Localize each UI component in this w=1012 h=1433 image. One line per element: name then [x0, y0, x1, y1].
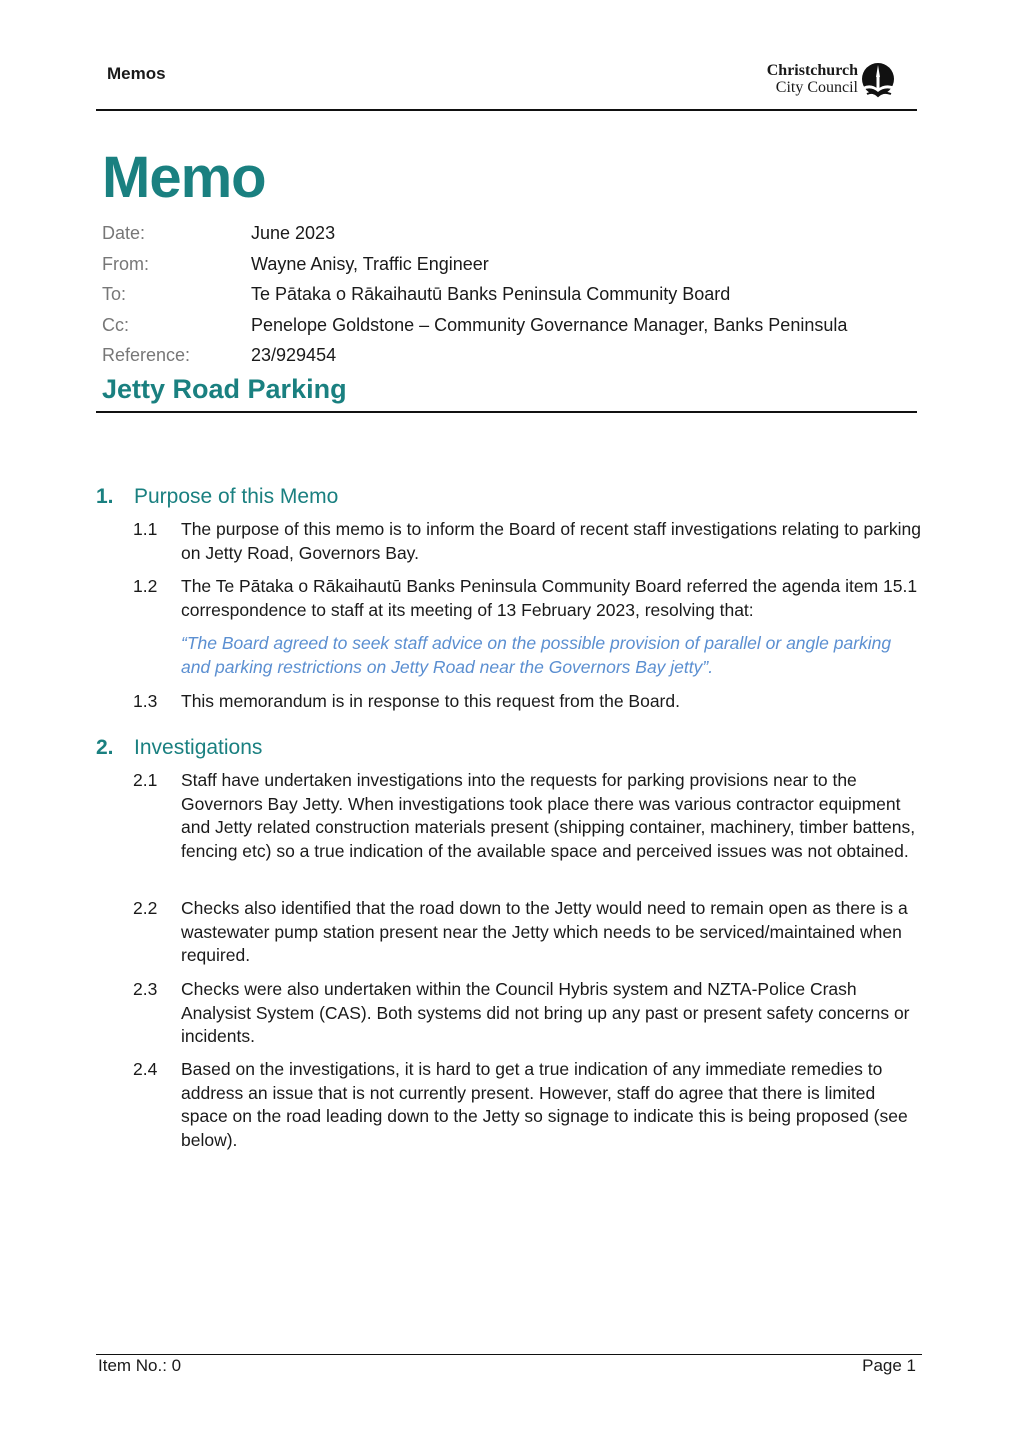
meta-row-date	[102, 220, 847, 251]
paragraph-number: 2.3	[133, 979, 158, 999]
council-logo	[748, 62, 900, 102]
meta-value: 23/929454	[251, 345, 337, 365]
section-heading-purpose	[96, 485, 338, 509]
logo-line2: City Council	[775, 79, 858, 96]
memo-subject: Jetty Road Parking	[102, 374, 347, 404]
meta-value: Te Pātaka o Rākaihautū Banks Peninsula Community Board	[251, 284, 731, 304]
paragraph-number: 2.4	[133, 1059, 158, 1079]
meta-key: Date:	[102, 223, 146, 243]
paragraph-text: Staff have undertaken investigations into the requests for parking provisions near to the Governors Bay Jetty. When investigations took place there was various contractor equipment and Jetty related construction materials present (shipping container, machinery, timber battens, fencing etc) so a true indication of the available space and perceived issues was not obtained.	[181, 770, 916, 861]
paragraph-text: Checks were also undertaken within the Council Hybris system and NZTA-Police Crash Analysist System (CAS). Both systems did not bring up any past or present safety concerns or incidents.	[181, 979, 910, 1046]
paragraph-text: Checks also identified that the road down to the Jetty would need to remain open as there is a wastewater pump station present near the Jetty which needs to be serviced/maintained when required.	[181, 898, 908, 965]
header-label: Memos	[107, 64, 166, 83]
section-title: Investigations	[134, 736, 263, 759]
section-number: 1.	[96, 485, 114, 508]
paragraph-2-3	[133, 978, 923, 1049]
paragraph-text: This memorandum is in response to this request from the Board.	[181, 691, 680, 711]
paragraph-2-2	[133, 897, 923, 968]
meta-value: Penelope Goldstone – Community Governance Manager, Banks Peninsula	[251, 314, 848, 335]
meta-value: June 2023	[251, 223, 336, 243]
cathedral-logo-icon	[861, 63, 897, 99]
paragraph-2-1	[133, 769, 923, 863]
paragraph-number: 1.2	[133, 576, 158, 596]
meta-key: From:	[102, 253, 149, 274]
paragraph-1-2	[133, 575, 923, 622]
paragraph-text: The purpose of this memo is to inform the Board of recent staff investigations relating to parking on Jetty Road, Governors Bay.	[181, 519, 921, 563]
header-rule	[96, 109, 917, 111]
meta-key: Cc:	[102, 314, 129, 335]
meta-row-reference	[102, 342, 847, 373]
subject-rule	[96, 411, 917, 413]
section-heading-investigations	[96, 736, 262, 760]
footer-item-number: Item No.: 0	[98, 1356, 182, 1375]
meta-key: Reference:	[102, 345, 191, 365]
footer-rule	[96, 1354, 922, 1355]
logo-line1: Christchurch	[766, 62, 858, 79]
meta-row-to	[102, 281, 847, 312]
footer-page-number: Page 1	[862, 1356, 916, 1375]
page-title: Memo	[102, 145, 266, 210]
paragraph-1-1	[133, 518, 923, 565]
paragraph-2-4	[133, 1058, 923, 1152]
meta-value: Wayne Anisy, Traffic Engineer	[251, 253, 489, 274]
paragraph-number: 2.2	[133, 898, 158, 918]
paragraph-number: 2.1	[133, 770, 158, 790]
meta-row-from	[102, 251, 847, 282]
meta-key: To:	[102, 284, 127, 304]
paragraph-number: 1.1	[133, 519, 158, 539]
paragraph-1-3	[133, 690, 923, 714]
section-number: 2.	[96, 736, 114, 759]
memo-meta	[102, 220, 847, 373]
paragraph-text: Based on the investigations, it is hard to get a true indication of any immediate remedies to address an issue that is not currently present. However, staff do agree that there is limited space on the road leading down to the Jetty so signage to indicate this is being proposed (see below).	[181, 1059, 908, 1150]
board-resolution-quote: “The Board agreed to seek staff advice on the possible provision of parallel or angle parking and parking restrictions on Jetty Road near the Governors Bay jetty”.	[181, 633, 892, 677]
section-title: Purpose of this Memo	[134, 485, 339, 508]
meta-row-cc	[102, 312, 847, 343]
paragraph-text: The Te Pātaka o Rākaihautū Banks Peninsula Community Board referred the agenda item 15.1 correspondence to staff at its meeting of 13 February 2023, resolving that:	[181, 576, 918, 620]
paragraph-number: 1.3	[133, 691, 158, 711]
